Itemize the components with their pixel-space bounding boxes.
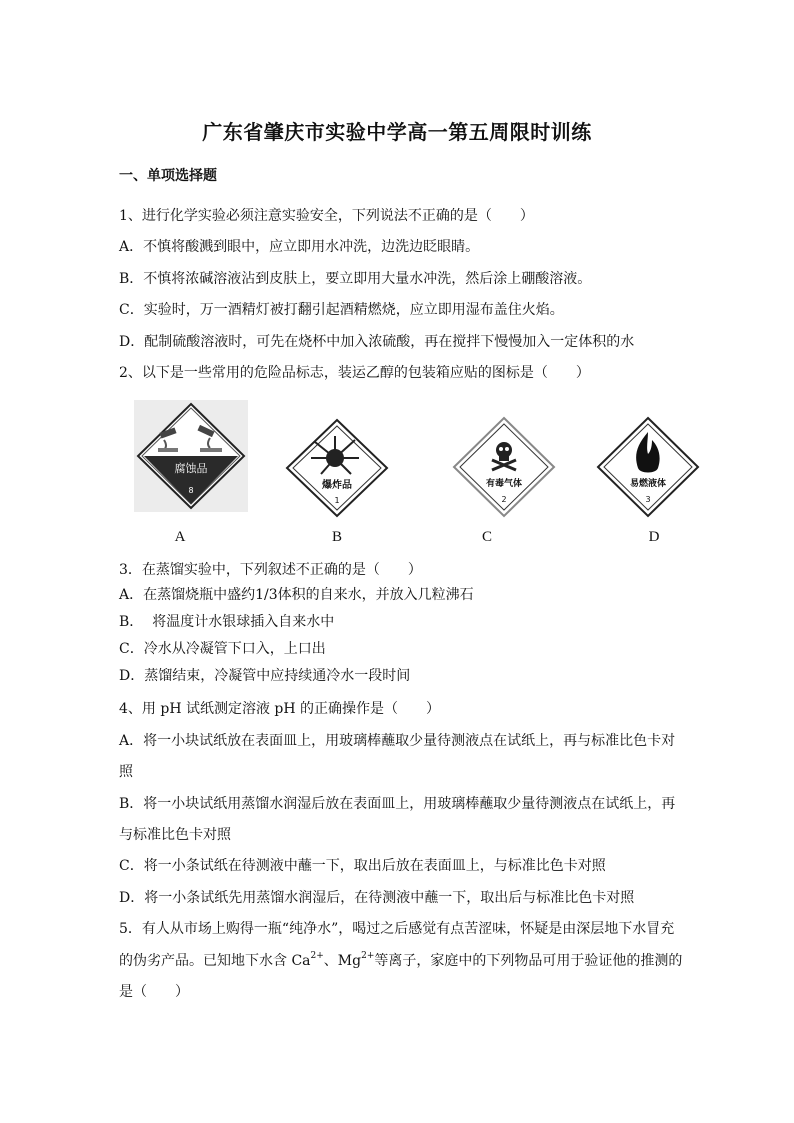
calcium-ion-charge: 2+ xyxy=(310,951,324,961)
q4-option-c: C．将一小条试纸在待测液中蘸一下，取出后放在表面皿上，与标准比色卡对照 xyxy=(119,858,606,874)
q5-line2-post: 等离子，家庭中的下列物品可用于验证他的推测的 xyxy=(374,953,683,969)
magnesium-ion-charge: 2+ xyxy=(361,951,375,961)
q4-stem: 4、用 pH 试纸测定溶液 pH 的正确操作是（ ） xyxy=(119,701,441,717)
q3-option-d: D．蒸馏结束，冷凝管中应持续通冷水一段时间 xyxy=(119,668,411,684)
q1-option-a: A．不慎将酸溅到眼中，应立即用水冲洗，边洗边眨眼睛。 xyxy=(119,239,480,255)
hazard-signs xyxy=(0,398,794,548)
sign-d-text: 易燃液体 xyxy=(629,479,667,489)
q4-option-b-line1: B．将一小块试纸用蒸馏水润湿后放在表面皿上，用玻璃棒蘸取少量待测液点在试纸上，再 xyxy=(119,796,676,812)
q1-option-d: D．配制硫酸溶液时，可先在烧杯中加入浓硫酸，再在搅拌下慢慢加入一定体积的水 xyxy=(119,334,635,350)
page-title: 广东省肇庆市实验中学高一第五周限时训练 xyxy=(202,120,592,144)
q4-option-b-line2: 与标准比色卡对照 xyxy=(119,827,231,843)
sign-label-c: C xyxy=(481,529,492,545)
q3-option-c: C．冷水从冷凝管下口入，上口出 xyxy=(119,641,326,657)
q4-option-a-line1: A．将一小块试纸放在表面皿上，用玻璃棒蘸取少量待测液点在试纸上，再与标准比色卡对 xyxy=(119,733,676,749)
sign-a-text: 腐蚀品 xyxy=(174,462,208,475)
q5-line3: 是（ ） xyxy=(119,984,189,1000)
q5-line2-pre: 的伪劣产品。已知地下水含 Ca xyxy=(119,953,311,969)
sign-b-text: 爆炸品 xyxy=(322,480,352,491)
section-heading: 一、单项选择题 xyxy=(119,168,217,184)
q5-line2-mid: 、Mg xyxy=(323,953,362,969)
q1-option-c: C．实验时，万一酒精灯被打翻引起酒精燃烧，应立即用湿布盖住火焰。 xyxy=(119,302,564,318)
q5-line2 xyxy=(119,952,682,970)
sign-d-number: 3 xyxy=(645,495,651,504)
explosive-sign xyxy=(285,418,389,522)
q1-stem: 1、进行化学实验必须注意实验安全，下列说法不正确的是（ ） xyxy=(119,208,534,224)
q3-option-b: B． 将温度计水银球插入自来水中 xyxy=(119,614,335,630)
sign-c-number: 2 xyxy=(501,495,507,504)
q3-stem: 3．在蒸馏实验中，下列叙述不正确的是（ ） xyxy=(119,562,422,578)
q2-stem: 2、以下是一些常用的危险品标志，装运乙醇的包装箱应贴的图标是（ ） xyxy=(119,365,590,381)
q4-option-a-line2: 照 xyxy=(119,764,133,780)
sign-label-b: B xyxy=(331,529,342,545)
q3-option-a: A．在蒸馏烧瓶中盛约1/3体积的自来水，并放入几粒沸石 xyxy=(119,587,474,603)
flammable-liquid-sign xyxy=(596,416,700,522)
q5-line1: 5．有人从市场上购得一瓶“纯净水”，喝过之后感觉有点苦涩味，怀疑是由深层地下水冒充 xyxy=(119,921,675,937)
sign-label-d: D xyxy=(648,529,660,545)
sign-c-text: 有毒气体 xyxy=(485,479,523,489)
sign-b-number: 1 xyxy=(334,496,340,505)
sign-a-number: 8 xyxy=(188,486,194,495)
q4-option-d: D．将一小条试纸先用蒸馏水润湿后，在待测液中蘸一下，取出后与标准比色卡对照 xyxy=(119,890,635,906)
sign-label-a: A xyxy=(174,529,186,545)
q1-option-b: B．不慎将浓碱溶液沾到皮肤上，要立即用大量水冲洗，然后涂上硼酸溶液。 xyxy=(119,271,592,287)
toxic-gas-sign xyxy=(452,416,556,522)
corrosive-sign xyxy=(134,400,248,516)
